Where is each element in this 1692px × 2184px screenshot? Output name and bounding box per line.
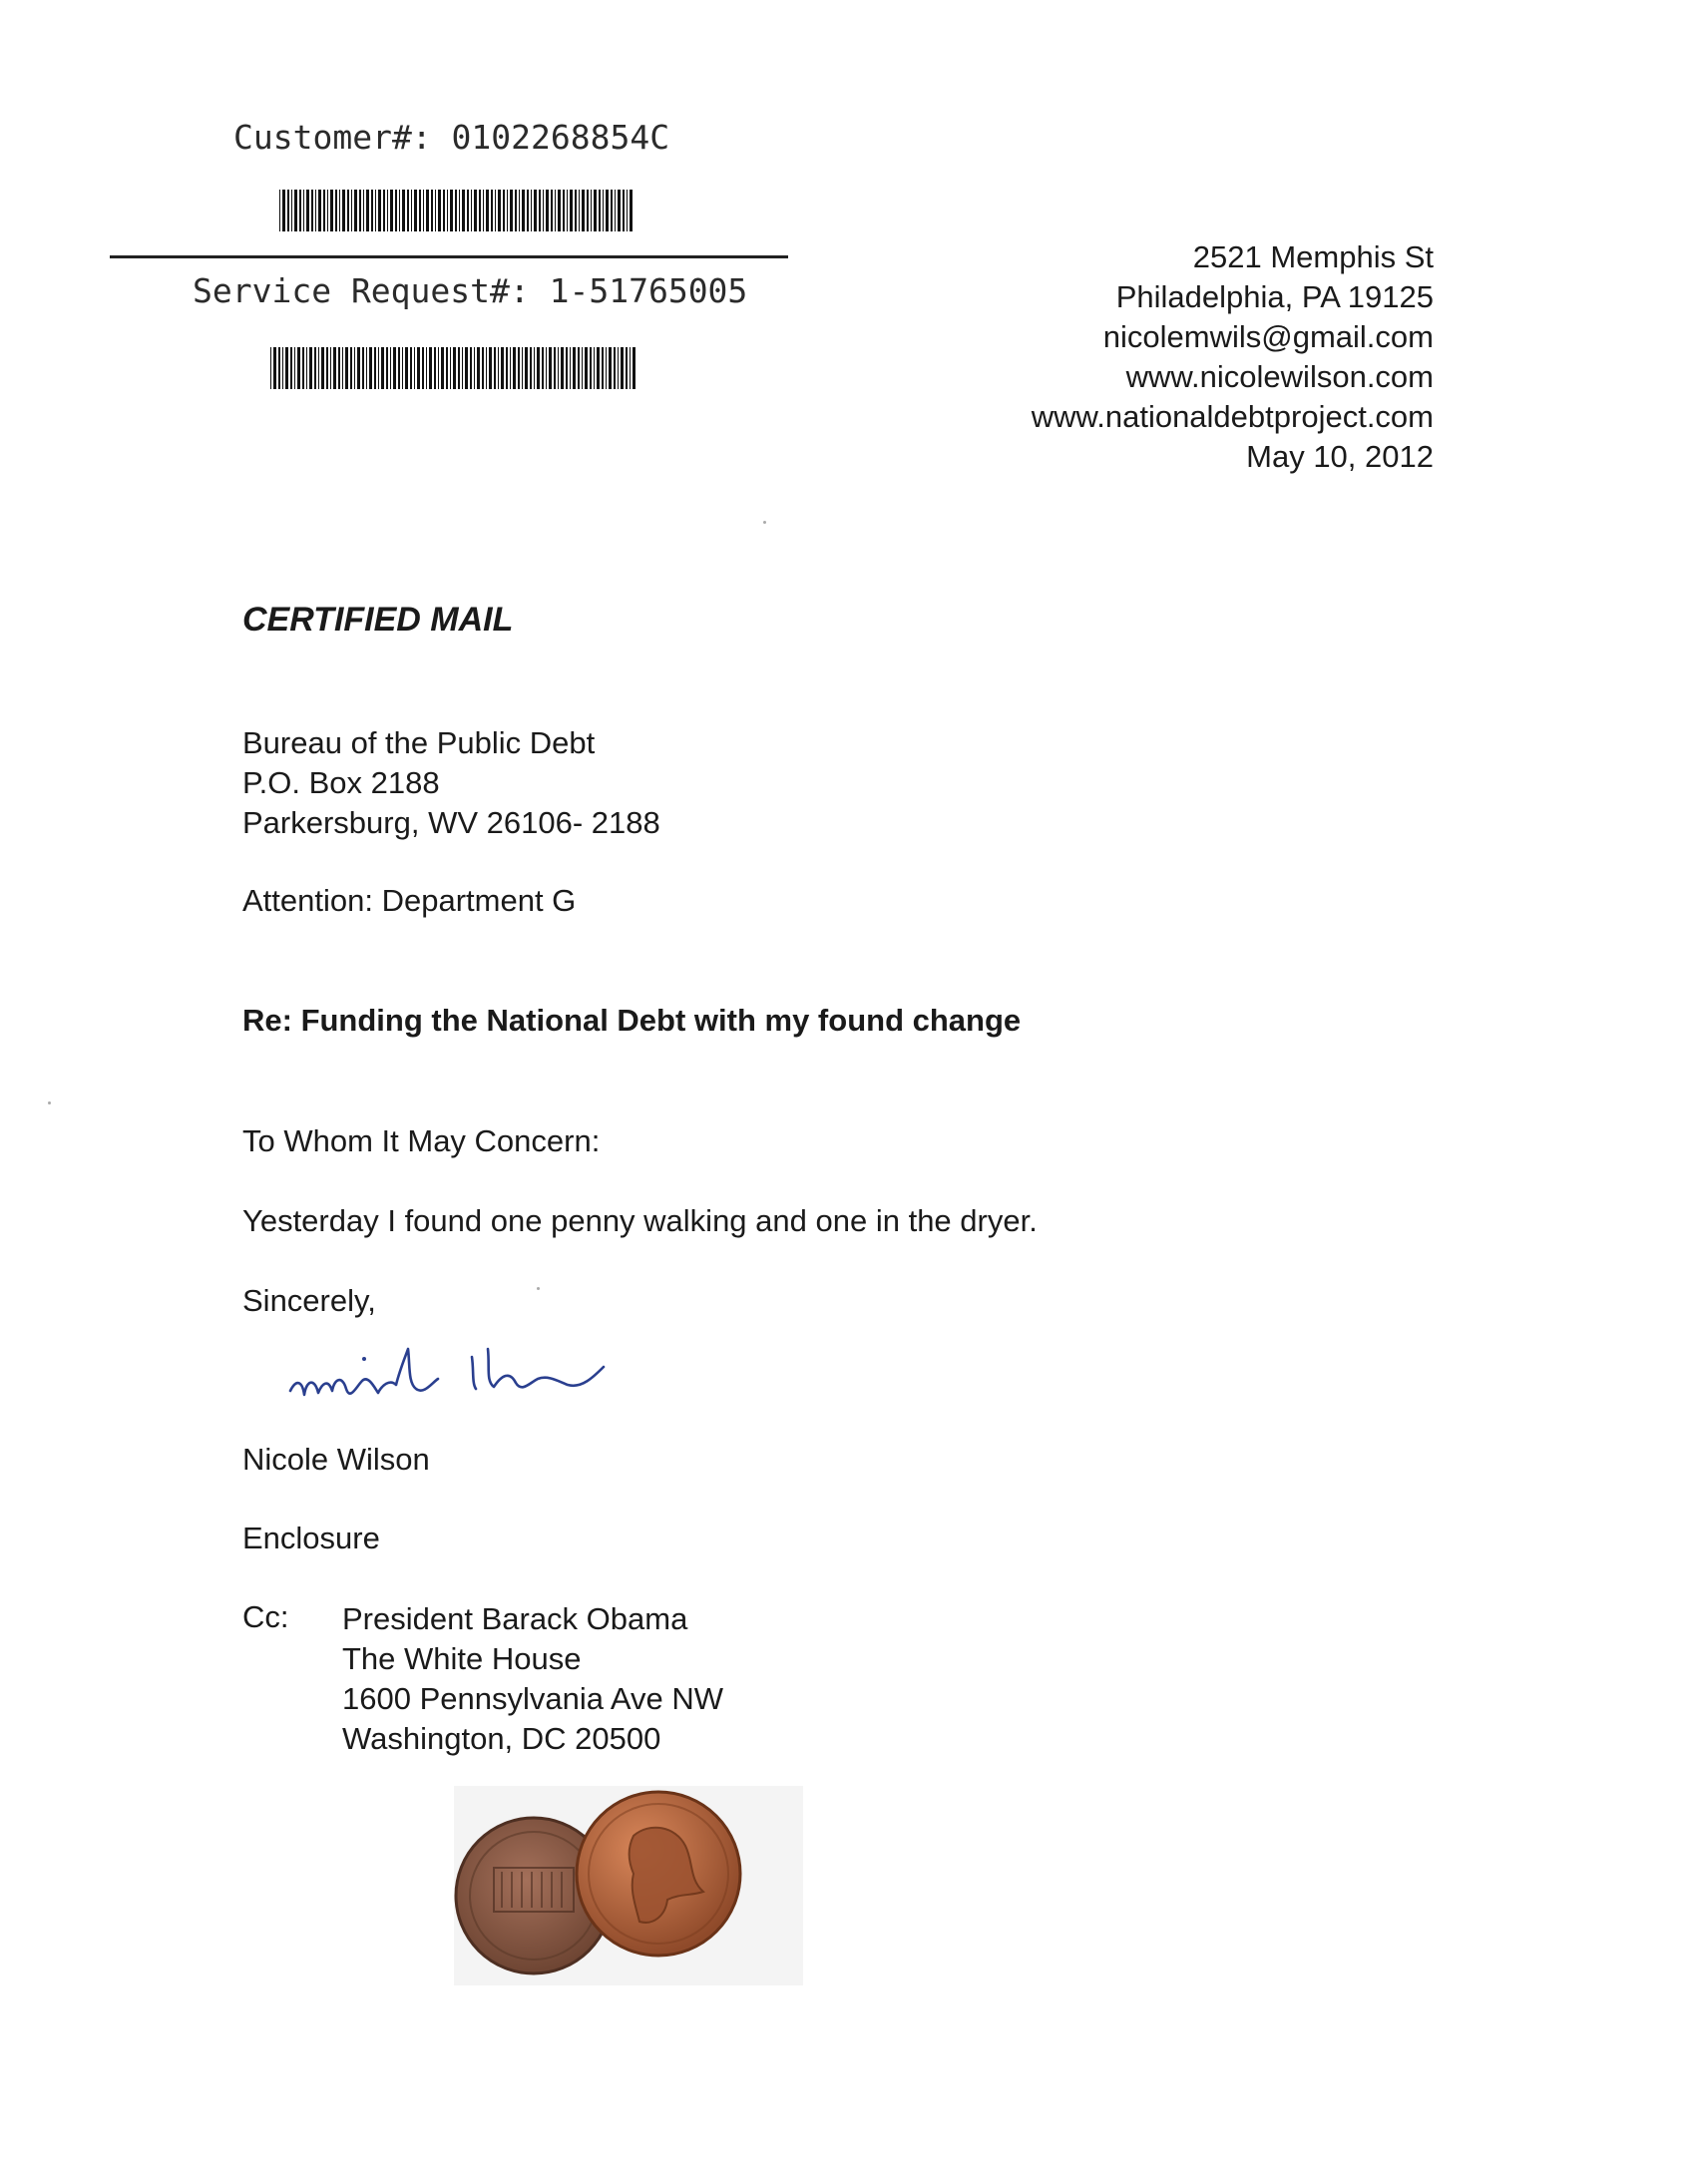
cc-street: 1600 Pennsylvania Ave NW <box>342 1681 723 1716</box>
barcode-bar <box>498 190 501 231</box>
barcode-bar <box>318 190 321 231</box>
barcode-bar <box>599 190 601 231</box>
barcode-bar <box>338 347 340 389</box>
barcode-bar <box>527 190 529 231</box>
barcode-bar <box>627 190 628 231</box>
barcode-bar <box>522 347 523 389</box>
barcode-bar <box>633 347 635 389</box>
barcode-bar <box>510 347 511 389</box>
barcode-bar <box>582 190 585 231</box>
cc-name: President Barack Obama <box>342 1601 688 1636</box>
barcode-bar <box>282 190 285 231</box>
barcode-bar <box>423 190 424 231</box>
barcode-bar <box>314 347 316 389</box>
barcode-bar <box>366 190 369 231</box>
attention-line: Attention: Department G <box>242 883 577 918</box>
barcode-bar <box>474 347 475 389</box>
barcode-bar <box>414 190 417 231</box>
barcode-bar <box>354 190 357 231</box>
barcode-bar <box>342 190 345 231</box>
barcode-bar <box>345 347 348 389</box>
barcode-bar <box>318 347 319 389</box>
barcode-bar <box>333 347 336 389</box>
barcode-bar <box>455 190 457 231</box>
barcode-bar <box>606 190 609 231</box>
barcode-bar <box>371 190 373 231</box>
barcode-bar <box>585 347 588 389</box>
barcode-bar <box>594 347 595 389</box>
letter-body: Yesterday I found one penny walking and one in the dryer. <box>242 1203 1038 1238</box>
barcode-bar <box>582 347 583 389</box>
barcode-bar <box>363 190 364 231</box>
barcode-bar <box>362 347 364 389</box>
barcode-bar <box>494 347 496 389</box>
barcode-bar <box>287 190 289 231</box>
barcode-bar <box>405 347 408 389</box>
barcode-bar <box>386 347 388 389</box>
barcode-bar <box>489 347 492 389</box>
barcode-bar <box>558 347 559 389</box>
barcode-bar <box>615 190 616 231</box>
barcode-bar <box>414 347 415 389</box>
barcode-bar <box>383 190 385 231</box>
barcode-bar <box>402 347 403 389</box>
barcode-bar <box>503 190 505 231</box>
enclosure-note: Enclosure <box>242 1521 380 1555</box>
barcode-bar <box>302 347 304 389</box>
barcode-bar <box>573 347 576 389</box>
barcode-bar <box>327 190 328 231</box>
scan-speck <box>48 1101 51 1104</box>
barcode-bar <box>570 347 571 389</box>
barcode-bar <box>606 347 607 389</box>
sender-street: 2521 Memphis St <box>1192 239 1434 274</box>
barcode-bar <box>411 190 412 231</box>
barcode-bar <box>501 347 504 389</box>
subject-line: Re: Funding the National Debt with my found change <box>242 1003 1022 1038</box>
barcode-bar <box>311 190 313 231</box>
barcode-bar <box>477 347 480 389</box>
barcode-bar <box>282 347 283 389</box>
barcode-bar <box>458 347 460 389</box>
barcode-bar <box>347 190 349 231</box>
barcode-bar <box>510 190 513 231</box>
barcode-bar <box>273 347 276 389</box>
recipient-po-box: P.O. Box 2188 <box>242 765 440 800</box>
barcode-bar <box>342 347 343 389</box>
barcode-bar <box>435 190 436 231</box>
barcode-bar <box>447 190 448 231</box>
barcode-bar <box>375 190 376 231</box>
barcode-bar <box>462 347 463 389</box>
barcode-bar <box>603 190 604 231</box>
customer-number: Customer#: 0102268854C <box>233 118 670 157</box>
barcode-bar <box>402 190 405 231</box>
barcode-bar <box>531 190 532 231</box>
barcode-bar <box>519 190 520 231</box>
barcode-bar <box>587 190 589 231</box>
barcode-bar <box>410 347 412 389</box>
barcode-bar <box>369 347 372 389</box>
barcode-bar <box>431 190 433 231</box>
barcode-bar <box>522 190 525 231</box>
barcode-bar <box>525 347 528 389</box>
barcode-bar <box>417 347 420 389</box>
barcode-bar <box>491 190 493 231</box>
barcode-bar <box>495 190 496 231</box>
barcode-bar <box>515 190 517 231</box>
barcode-bar <box>285 347 288 389</box>
barcode-bar <box>446 347 448 389</box>
barcode-bar <box>422 347 424 389</box>
customer-barcode <box>279 190 634 231</box>
barcode-bar <box>291 190 292 231</box>
barcode-bar <box>462 190 465 231</box>
barcode-bar <box>390 347 391 389</box>
barcode-bar <box>551 190 553 231</box>
barcode-bar <box>483 190 484 231</box>
barcode-bar <box>450 190 453 231</box>
barcode-bar <box>438 347 439 389</box>
barcode-bar <box>378 347 379 389</box>
recipient-address-block <box>242 723 660 843</box>
barcode-bar <box>426 190 429 231</box>
cc-label: Cc: <box>242 1599 289 1634</box>
recipient-name: Bureau of the Public Debt <box>242 725 596 760</box>
barcode-bar <box>299 190 301 231</box>
barcode-bar <box>350 347 352 389</box>
barcode-bar <box>470 347 472 389</box>
barcode-bar <box>467 190 469 231</box>
barcode-bar <box>618 347 619 389</box>
barcode-bar <box>518 347 520 389</box>
barcode-bar <box>530 347 532 389</box>
barcode-bar <box>609 347 612 389</box>
barcode-bar <box>366 347 367 389</box>
barcode-bar <box>459 190 460 231</box>
barcode-bar <box>294 190 297 231</box>
barcode-bar <box>374 347 376 389</box>
service-request-barcode <box>270 347 637 389</box>
barcode-bar <box>482 347 484 389</box>
barcode-bar <box>290 347 292 389</box>
sender-project-website: www.nationaldebtproject.com <box>1031 399 1434 434</box>
barcode-bar <box>507 190 508 231</box>
barcode-bar <box>479 190 481 231</box>
barcode-bar <box>611 190 613 231</box>
barcode-bar <box>426 347 427 389</box>
barcode-bar <box>339 190 340 231</box>
barcode-bar <box>297 347 300 389</box>
sender-city-state-zip: Philadelphia, PA 19125 <box>1115 279 1434 314</box>
barcode-bar <box>465 347 468 389</box>
barcode-bar <box>626 347 628 389</box>
sender-address-block <box>1032 237 1434 477</box>
barcode-bar <box>546 347 547 389</box>
barcode-bar <box>471 190 472 231</box>
barcode-bar <box>630 347 631 389</box>
barcode-bar <box>534 347 535 389</box>
barcode-bar <box>453 347 456 389</box>
barcode-bar <box>630 190 633 231</box>
barcode-bar <box>578 347 580 389</box>
barcode-bar <box>354 347 355 389</box>
delivery-method: CERTIFIED MAIL <box>242 601 514 639</box>
barcode-bar <box>330 190 333 231</box>
barcode-bar <box>554 347 556 389</box>
barcode-bar <box>543 190 544 231</box>
scan-speck <box>763 521 766 524</box>
barcode-bar <box>575 190 577 231</box>
barcode-bar <box>546 190 549 231</box>
barcode-bar <box>398 347 400 389</box>
barcode-bar <box>614 347 616 389</box>
barcode-bar <box>590 347 592 389</box>
barcode-bar <box>306 347 307 389</box>
barcode-bar <box>278 347 280 389</box>
barcode-bar <box>486 347 487 389</box>
barcode-bar <box>563 190 565 231</box>
barcode-bar <box>323 190 325 231</box>
barcode-bar <box>309 347 312 389</box>
barcode-bar <box>387 190 388 231</box>
barcode-bar <box>534 190 537 231</box>
barcode-bar <box>326 347 328 389</box>
cc-city-state-zip: Washington, DC 20500 <box>342 1721 661 1756</box>
closing: Sincerely, <box>242 1283 376 1318</box>
handwritten-signature <box>282 1309 691 1429</box>
header-divider <box>110 255 788 258</box>
letter-date: May 10, 2012 <box>1246 439 1434 474</box>
barcode-bar <box>441 347 444 389</box>
recipient-city-state-zip: Parkersburg, WV 26106- 2188 <box>242 805 660 840</box>
barcode-bar <box>549 347 552 389</box>
barcode-bar <box>602 347 604 389</box>
barcode-bar <box>498 347 499 389</box>
barcode-bar <box>561 347 564 389</box>
barcode-bar <box>591 190 592 231</box>
barcode-bar <box>539 190 541 231</box>
barcode-bar <box>357 347 360 389</box>
barcode-bar <box>419 190 421 231</box>
barcode-bar <box>621 347 624 389</box>
barcode-bar <box>303 190 304 231</box>
barcode-bar <box>443 190 445 231</box>
cc-organization: The White House <box>342 1641 582 1676</box>
barcode-bar <box>567 190 568 231</box>
cc-address-block <box>342 1599 723 1759</box>
barcode-bar <box>566 347 568 389</box>
barcode-bar <box>486 190 489 231</box>
barcode-bar <box>570 190 573 231</box>
barcode-bar <box>407 190 409 231</box>
barcode-bar <box>270 347 271 389</box>
barcode-bar <box>330 347 331 389</box>
barcode-bar <box>294 347 295 389</box>
signer-name: Nicole Wilson <box>242 1442 430 1477</box>
barcode-bar <box>434 347 436 389</box>
service-request-number: Service Request#: 1-51765005 <box>193 271 748 310</box>
barcode-bar <box>279 190 280 231</box>
barcode-bar <box>555 190 556 231</box>
salutation: To Whom It May Concern: <box>242 1123 601 1158</box>
barcode-bar <box>558 190 561 231</box>
barcode-bar <box>393 347 396 389</box>
sender-website: www.nicolewilson.com <box>1125 359 1434 394</box>
barcode-bar <box>378 190 381 231</box>
barcode-bar <box>395 190 397 231</box>
barcode-bar <box>438 190 441 231</box>
barcode-bar <box>359 190 361 231</box>
barcode-bar <box>618 190 621 231</box>
barcode-bar <box>450 347 451 389</box>
barcode-bar <box>623 190 625 231</box>
barcode-bar <box>399 190 400 231</box>
barcode-bar <box>579 190 580 231</box>
scan-speck <box>537 1287 540 1290</box>
barcode-bar <box>594 190 597 231</box>
barcode-bar <box>390 190 393 231</box>
barcode-bar <box>474 190 477 231</box>
barcode-bar <box>381 347 384 389</box>
barcode-bar <box>351 190 352 231</box>
barcode-bar <box>429 347 432 389</box>
barcode-bar <box>537 347 540 389</box>
enclosed-pennies-image <box>454 1776 803 1985</box>
barcode-bar <box>335 190 337 231</box>
barcode-bar <box>506 347 508 389</box>
sender-email: nicolemwils@gmail.com <box>1102 319 1434 354</box>
barcode-bar <box>321 347 324 389</box>
barcode-bar <box>542 347 544 389</box>
barcode-bar <box>315 190 316 231</box>
barcode-bar <box>597 347 600 389</box>
barcode-bar <box>306 190 309 231</box>
barcode-bar <box>513 347 516 389</box>
